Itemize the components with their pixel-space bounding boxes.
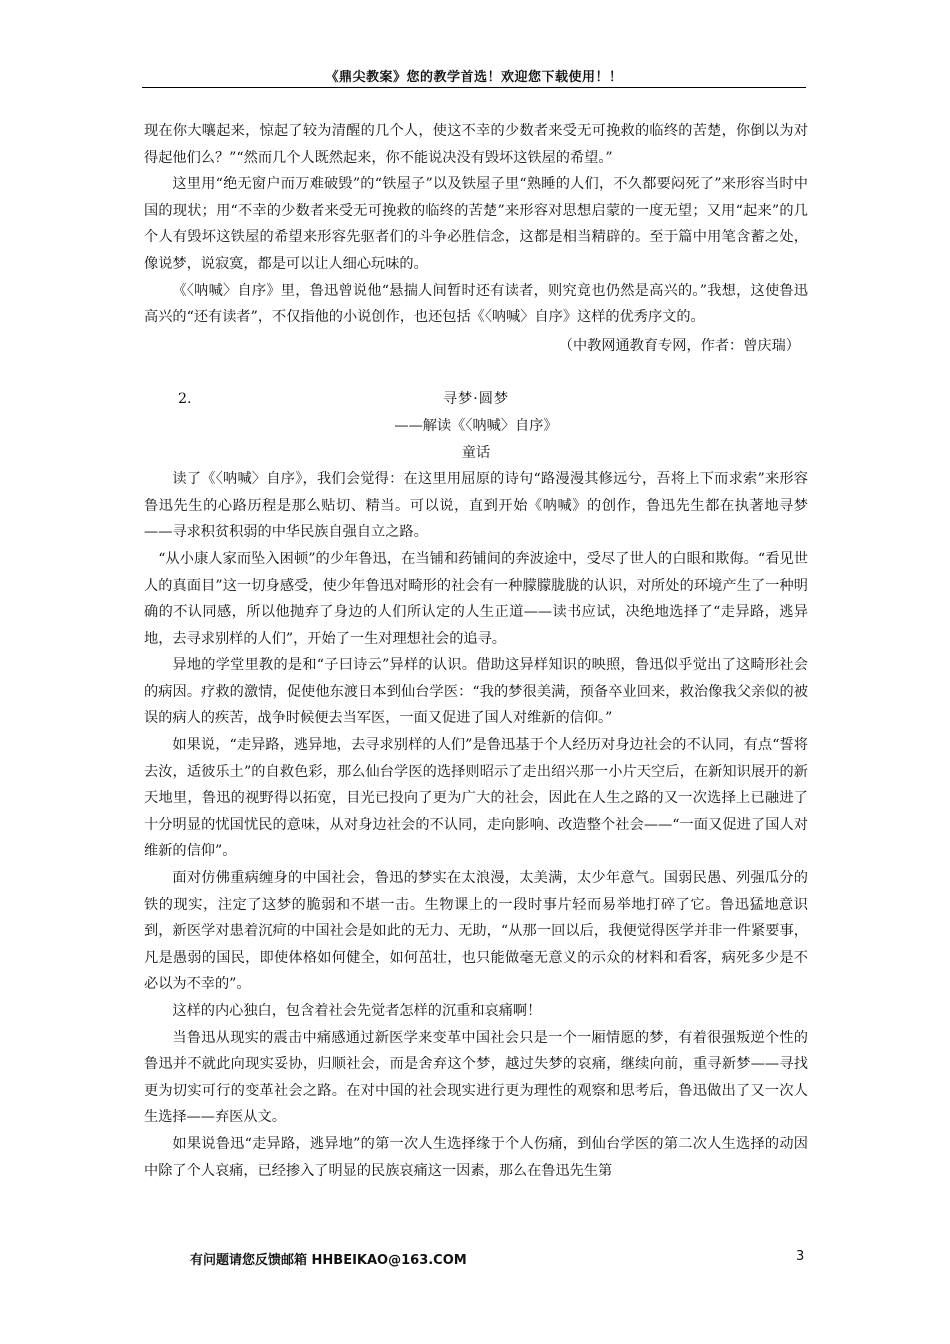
section-title: 寻梦·圆梦 <box>442 391 510 408</box>
paragraph: 面对仿佛重病缠身的中国社会，鲁迅的梦实在太浪漫，太美满，太少年意气。国弱民愚、列强瓜分的铁的现实，注定了这梦的脆弱和不堪一击。生物课上的一段时事片轻而易举地打碎了它。鲁迅猛地意识到，新医学对患着沉疴的中国社会是如此的无力、无助，“从那一回以后，我便觉得医学并非一件紧要事，凡是愚弱的国民，即使体格如何健全，如何茁壮，也只能做毫无意义的示众的材料和看客，病死多少是不必以为不幸的”。 <box>144 870 808 993</box>
section-heading-row <box>144 386 808 413</box>
paragraph: 现在你大嚷起来，惊起了较为清醒的几个人，使这不幸的少数者来受无可挽救的临终的苦楚，你倒以为对得起他们么？”“然而几个人既然起来，你不能说决没有毁坏这铁屋的希望。” <box>144 123 808 166</box>
paragraph: 当鲁迅从现实的震击中痛感通过新医学来变革中国社会只是一个一厢情愿的梦，有着很强叛逆个性的鲁迅并不就此向现实妥协，归顺社会，而是舍弃这个梦，越过失梦的哀痛，继续向前，重寻新梦——寻找更为切实可行的变革社会之路。在对中国的社会现实进行更为理性的观察和思考后，鲁迅做出了又一次人生选择——弃医从文。 <box>144 1029 808 1126</box>
source-attribution: （中教网通教育专网，作者：曾庆瑞） <box>558 337 800 354</box>
section-subtitle: ——解读《〈呐喊〉自序》 <box>394 417 558 434</box>
paragraph: “从小康人家而坠入困顿”的少年鲁迅，在当铺和药铺间的奔波途中，受尽了世人的白眼和欺侮。“看见世人的真面目”这一切身感受，使少年鲁迅对畸形的社会有一种朦朦胧胧的认识，对所处的环境产生了一种明确的不认同感，所以他抛弃了身边的人们所认定的人生正道——读书应试，决绝地选择了“走异路，逃异地，去寻求别样的人们”，开始了一生对理想社会的追寻。 <box>144 550 808 647</box>
page-number: 3 <box>796 1249 805 1264</box>
section-number: 2. <box>178 391 192 408</box>
paragraph: 异地的学堂里教的是和“子曰诗云”异样的认识。借助这异样知识的映照，鲁迅似乎觉出了这畸形社会的病因。疗救的激情，促使他东渡日本到仙台学医：“我的梦很美满，预备卒业回来，救治像我父亲似的被误的病人的疾苦，战争时候便去当军医，一面又促进了国人对维新的信仰。” <box>144 657 808 727</box>
paragraph: 读了《〈呐喊〉自序》，我们会觉得：在这里用屈原的诗句“路漫漫其修远兮，吾将上下而求索”来形容鲁迅先生的心路历程是那么贴切、精当。可以说，直到开始《呐喊》的创作，鲁迅先生都在执著地寻梦——寻求积贫积弱的中华民族自强自立之路。 <box>144 471 808 541</box>
paragraph: 如果说鲁迅“走异路，逃异地”的第一次人生选择缘于个人伤痛，到仙台学医的第二次人生选择的动因中除了个人哀痛，已经掺入了明显的民族哀痛这一因素，那么在鲁迅先生第 <box>144 1135 808 1179</box>
header-divider <box>142 87 806 88</box>
section-author: 童话 <box>461 444 491 461</box>
paragraph: 这样的内心独白，包含着社会先觉者怎样的沉重和哀痛啊！ <box>172 1003 542 1019</box>
document-body <box>144 118 808 1184</box>
page-header: 《鼎尖教案》您的教学首选！欢迎您下载使用！！ <box>325 70 623 85</box>
footer-contact: 有问题请您反馈邮箱 HHBEIKAO@163.COM <box>190 1253 467 1268</box>
paragraph: 《〈呐喊〉自序》里，鲁迅曾说他“悬揣人间暂时还有读者，则究竟也仍然是高兴的。”我想，这使鲁迅高兴的“还有读者”，不仅指他的小说创作，也还包括《〈呐喊〉自序》这样的优秀序文的。 <box>144 282 808 326</box>
paragraph: 如果说，“走异路，逃异地，去寻求别样的人们”是鲁迅基于个人经历对身边社会的不认同，有点“誓将去汝，适彼乐土”的自救色彩，那么仙台学医的选择则昭示了走出绍兴那一小片天空后，在新知识展开的新天地里，鲁迅的视野得以拓宽，目光已投向了更为广大的社会，因此在人生之路的又一次选择上已融进了十分明显的忧国忧民的意味，从对身边社会的不认同，走向影响、改造整个社会——“一面又促进了国人对维新的信仰”。 <box>144 737 808 860</box>
paragraph: 这里用“绝无窗户而万难破毁”的“铁屋子”以及铁屋子里“熟睡的人们，不久都要闷死了”来形容当时中国的现状；用“不幸的少数者来受无可挽救的临终的苦楚”来形容对思想启蒙的一度无望；又用“起来”的几个人有毁坏这铁屋的希望来形容先驱者们的斗争必胜信念，这都是相当精辟的。至于篇中用笔含蓄之处，像说梦，说寂寞，都是可以让人细心玩味的。 <box>144 176 809 272</box>
